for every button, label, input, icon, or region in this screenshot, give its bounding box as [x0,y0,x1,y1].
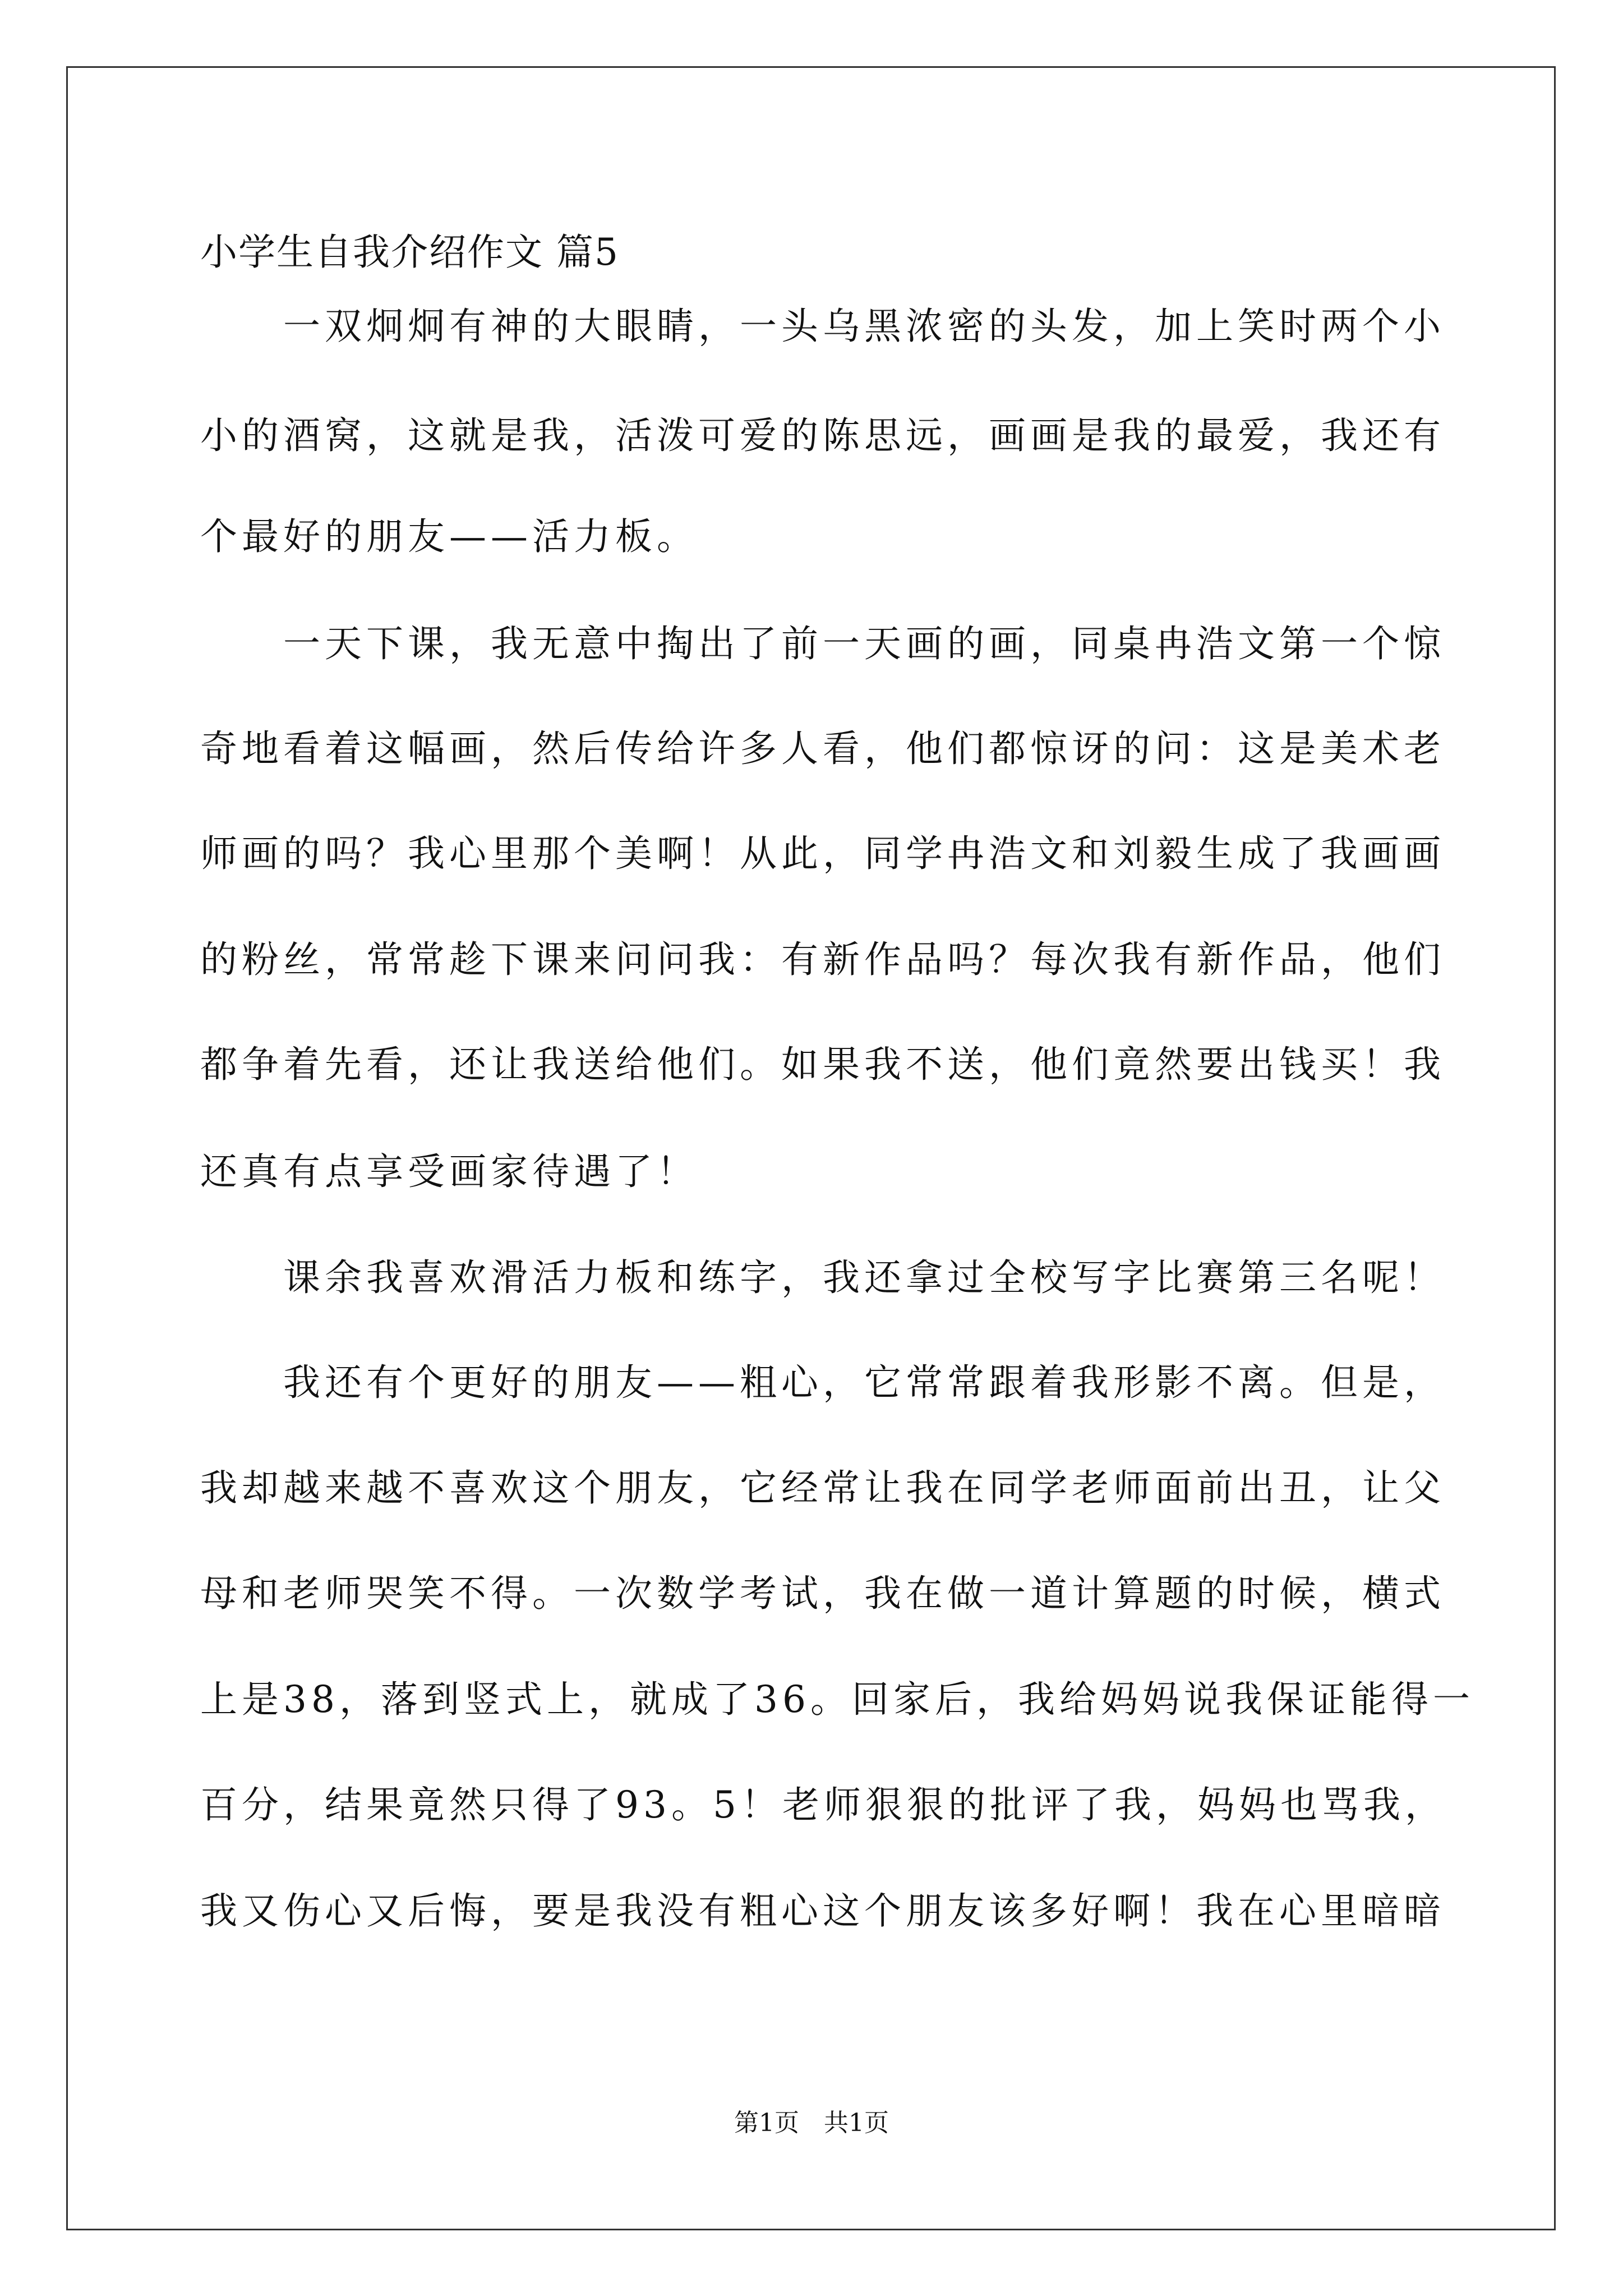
text-line: 一双炯炯有神的大眼睛，一头乌黑浓密的头发，加上笑时两个小 [200,305,1445,348]
text-line: 个最好的朋友——活力板。 [200,515,698,558]
text-line: 都争着先看，还让我送给他们。如果我不送，他们竟然要出钱买！我 [200,1043,1445,1086]
page-footer: 第1页 共1页 [734,2109,889,2137]
text-line: 一天下课，我无意中掏出了前一天画的画，同桌冉浩文第一个惊 [200,622,1445,665]
text-line: 小的酒窝，这就是我，活泼可爱的陈思远，画画是我的最爱，我还有 [200,414,1445,457]
text-line: 师画的吗？我心里那个美啊！从此，同学冉浩文和刘毅生成了我画画 [200,832,1445,875]
text-line: 我却越来越不喜欢这个朋友，它经常让我在同学老师面前出丑，让父 [200,1466,1445,1510]
text-line: 还真有点享受画家待遇了！ [200,1150,698,1193]
text-line: 我又伤心又后悔，要是我没有粗心这个朋友该多好啊！我在心里暗暗 [200,1889,1445,1932]
text-line: 上是38，落到竖式上，就成了36。回家后，我给妈妈说我保证能得一 [200,1678,1474,1721]
text-line: 的粉丝，常常趁下课来问问我：有新作品吗？每次我有新作品，他们 [200,938,1445,981]
text-line: 奇地看着这幅画，然后传给许多人看，他们都惊讶的问：这是美术老 [200,727,1445,770]
text-line: 母和老师哭笑不得。一次数学考试，我在做一道计算题的时候，横式 [200,1572,1445,1615]
document-title: 小学生自我介绍作文 篇5 [200,231,619,274]
text-line: 我还有个更好的朋友——粗心，它常常跟着我形影不离。但是， [200,1361,1445,1404]
text-line: 课余我喜欢滑活力板和练字，我还拿过全校写字比赛第三名呢！ [200,1256,1445,1299]
text-line: 百分，结果竟然只得了93。5！老师狠狠的批评了我，妈妈也骂我， [200,1783,1446,1826]
